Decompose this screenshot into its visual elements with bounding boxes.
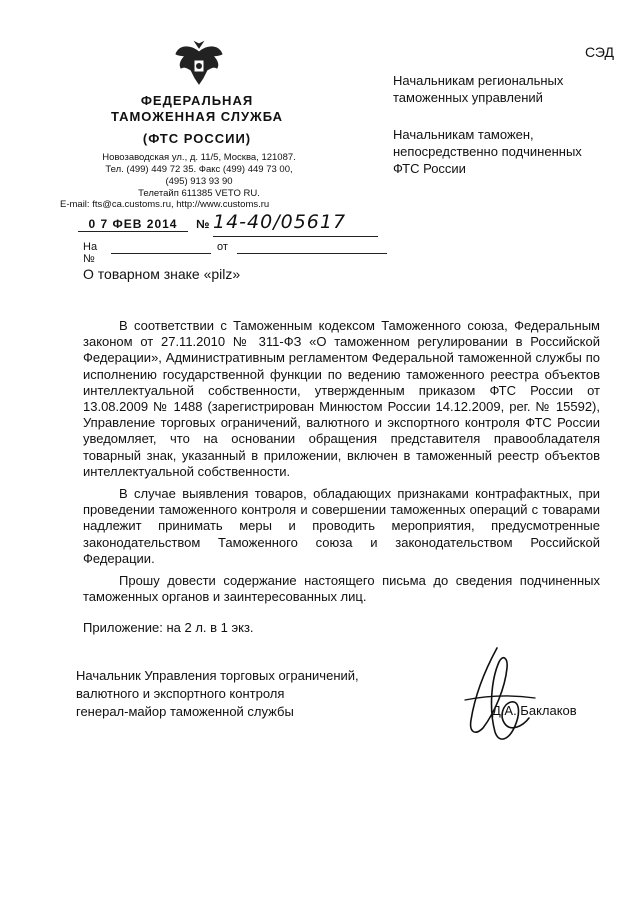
address-line-4: Телетайп 611385 VETO RU. [138, 188, 260, 199]
coat-of-arms-icon [173, 38, 225, 88]
recipient-block-1 [393, 72, 628, 106]
address-line-1: Новозаводская ул., д. 11/5, Москва, 121087. [102, 152, 296, 163]
address-line-3: (495) 913 93 90 [165, 176, 233, 187]
registration-number: 14-40/05617 [213, 211, 378, 237]
registration-date: 0 7 ФЕВ 2014 [78, 217, 188, 232]
recipient-line-2: таможенных управлений [393, 90, 543, 105]
address-block [60, 152, 338, 200]
address-line-2: Тел. (499) 449 72 35. Факс (499) 449 73 00, [105, 164, 293, 175]
reference-from-label: от [217, 241, 228, 253]
org-line-3: (ФТС РОССИИ) [142, 131, 252, 146]
body-paragraph-3: Прошу довести содержание настоящего письма до сведения подчиненных таможенных органов и заинтересованных лиц. [83, 573, 600, 605]
body-paragraph-1: В соответствии с Таможенным кодексом Таможенного союза, Федеральным законом от 27.11.2010 № 311-ФЗ «О таможенном регулировании в Российской Федерации», Административным регламентом Федеральной таможенной службы по исполнению государственной функции по ведению таможенного реестра объектов интеллектуальной собственности, утвержденным приказом ФТС России от 13.08.2009 № 1488 (зарегистрирован Минюстом России 14.12.2009, рег. № 15592), Управление торговых ограничений, валютного и экспортного контроля ФТС России уведомляет, что на основании обращения представителя правообладателя товарный знак, указанный в приложении, включен в таможенный реестр объектов интеллектуальной собственности. [83, 318, 600, 479]
recipient-line-4: непосредственно подчиненных [393, 144, 582, 159]
organization-name [60, 93, 334, 147]
recipient-line-3: Начальникам таможен, [393, 127, 534, 142]
body-paragraph-2: В случае выявления товаров, обладающих признаками контрафактных, при проведении таможенного контроля и совершении таможенных операций с товарами надлежит принимать меры и проводить мероприятия, предусмотренные законодательством Таможенного союза и законодательством Российской Федерации. [83, 486, 600, 566]
reference-number-label: На № [83, 241, 98, 265]
signer-name: Д.А. Баклаков [492, 703, 577, 718]
signer-line-1: Начальник Управления торговых ограничений, [76, 668, 359, 683]
handwritten-signature [445, 640, 555, 750]
signer-line-3: генерал-майор таможенной службы [76, 704, 294, 719]
org-line-2: ТАМОЖЕННАЯ СЛУЖБА [110, 109, 284, 124]
letter-subject: О товарном знаке «pilz» [83, 266, 241, 282]
recipient-block-2 [393, 126, 628, 177]
reference-date-line [237, 253, 387, 254]
signer-line-2: валютного и экспортного контроля [76, 686, 285, 701]
reference-number-line [111, 253, 211, 254]
org-line-1: ФЕДЕРАЛЬНАЯ [140, 93, 254, 108]
attachment-note: Приложение: на 2 л. в 1 экз. [83, 620, 254, 635]
registration-number-label: № [196, 217, 210, 231]
recipient-line-5: ФТС России [393, 161, 466, 176]
signer-title [76, 667, 359, 721]
corner-mark: СЭД [584, 44, 614, 60]
letter-body [83, 318, 600, 605]
recipient-line-1: Начальникам региональных [393, 73, 564, 88]
email-line: E-mail: fts@ca.customs.ru, http://www.customs.ru [60, 199, 270, 210]
